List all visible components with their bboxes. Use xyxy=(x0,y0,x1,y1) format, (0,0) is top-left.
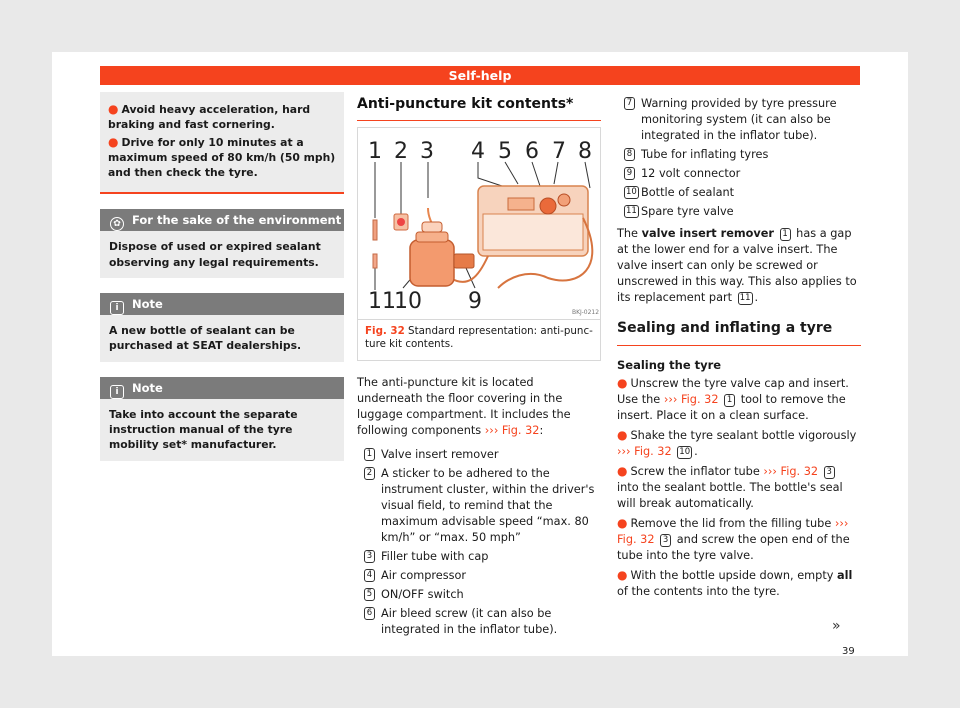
bullet-icon: ● xyxy=(617,428,628,442)
section-heading: Anti-puncture kit contents* xyxy=(357,96,601,121)
list-item: ● With the bottle upside down, empty all of the contents into the tyre. xyxy=(617,568,853,598)
section-heading: Sealing and inflating a tyre xyxy=(617,320,861,346)
note-header: i Note xyxy=(100,293,344,315)
bullet-icon: ● xyxy=(617,376,628,390)
number-badge: 5 xyxy=(364,588,375,601)
components-list-continued xyxy=(617,96,861,220)
bullet-icon: ● xyxy=(617,568,628,582)
subheading: Sealing the tyre xyxy=(617,358,722,372)
callout-7: 7 xyxy=(552,139,566,164)
info-icon: i xyxy=(110,301,124,315)
intro-paragraph: The anti-puncture kit is located underneath the floor covering in the luggage compartment. It includes the following components ››› Fig. 32: xyxy=(357,376,571,437)
list-item: 11 Spare tyre valve xyxy=(626,205,734,218)
continue-marker-icon: » xyxy=(832,618,841,634)
figure-link[interactable]: ››› Fig. 32 xyxy=(663,393,719,406)
list-item: ● Remove the lid from the filling tube ››› Fig. 32 3 and screw the open end of the tube into the tyre valve. xyxy=(617,516,850,562)
list-item: ● Drive for only 10 minutes at a maximum speed of 80 km/h (50 mph) and then check the tyre. xyxy=(108,134,336,180)
number-badge: 4 xyxy=(364,569,375,582)
warning-box xyxy=(100,92,344,194)
figure-link[interactable]: ››› Fig. 32 xyxy=(763,465,819,478)
number-badge: 8 xyxy=(624,148,635,161)
figure-link[interactable]: ››› Fig. 32 xyxy=(617,445,672,458)
note-box xyxy=(100,293,344,362)
figure-label: Fig. 32 xyxy=(365,325,405,337)
list-item: ● Screw the inflator tube ››› Fig. 32 3 into the sealant bottle. The bottle's seal will break automatically. xyxy=(617,464,843,510)
list-item: ● Unscrew the tyre valve cap and insert. Use the ››› Fig. 32 1 tool to remove the insert. Place it on a clean surface. xyxy=(617,376,849,422)
callout-11: 11 xyxy=(368,289,396,314)
environment-box xyxy=(100,209,344,278)
note-text: Take into account the separate instruction manual of the tyre mobility set* manufacturer. xyxy=(109,407,298,452)
number-badge: 1 xyxy=(364,448,375,461)
middle-column xyxy=(357,96,601,641)
list-item: 8 Tube for inflating tyres xyxy=(617,147,861,163)
list-item: 10 Bottle of sealant xyxy=(626,186,735,199)
environment-icon: ✿ xyxy=(110,217,124,231)
info-icon: i xyxy=(110,385,124,399)
list-item: 9 12 volt connector xyxy=(617,166,861,182)
number-badge: 3 xyxy=(364,550,375,563)
number-badge: 11 xyxy=(739,293,751,303)
figure xyxy=(357,127,601,361)
number-badge: 6 xyxy=(364,607,375,620)
callout-3: 3 xyxy=(420,139,434,164)
callout-4: 4 xyxy=(471,139,485,164)
bullet-icon: ● xyxy=(617,516,628,530)
callout-9: 9 xyxy=(468,289,482,314)
callout-5: 5 xyxy=(498,139,512,164)
number-badge: 1 xyxy=(724,394,735,407)
environment-text: Dispose of used or expired sealant observing any legal requirements. xyxy=(109,240,321,269)
right-column xyxy=(617,96,861,603)
figure-code: BKJ-0212 xyxy=(572,309,600,316)
list-item: 3 Filler tube with cap xyxy=(357,549,601,565)
sealing-steps xyxy=(617,375,861,600)
callout-6: 6 xyxy=(525,139,539,164)
number-badge: 3 xyxy=(824,466,835,479)
note-header: i Note xyxy=(100,377,344,399)
environment-header: ✿ For the sake of the environment xyxy=(100,209,344,231)
figure-link[interactable]: ››› Fig. 32 xyxy=(617,517,849,546)
kit-illustration xyxy=(358,128,600,320)
number-badge: 1 xyxy=(780,228,791,241)
bullet-icon: ● xyxy=(108,102,119,116)
note-box xyxy=(100,377,344,461)
page-header: Self-help xyxy=(100,66,860,85)
number-badge: 10 xyxy=(679,447,691,457)
left-column xyxy=(100,92,344,476)
number-badge: 7 xyxy=(624,97,635,110)
list-item: 5 ON/OFF switch xyxy=(357,587,601,603)
callout-1: 1 xyxy=(368,139,382,164)
figure-caption xyxy=(358,320,600,360)
figure-caption-text: Standard representation: anti-puncture kit contents. xyxy=(365,325,593,350)
list-item: ● Shake the tyre sealant bottle vigorously ››› Fig. 32 10 . xyxy=(617,428,857,458)
list-item: 4 Air compressor xyxy=(357,568,601,584)
valve-paragraph: The valve insert remover 1 has a gap at the lower end for a valve insert. The valve insert can only be screwed or unscrewed in this way. This also applies to its replacement part 11 . xyxy=(617,227,857,304)
list-item: 7 Warning provided by tyre pressure monitoring system (it can also be integrated in the inflator tube). xyxy=(617,96,861,144)
list-item: ● Avoid heavy acceleration, hard braking and fast cornering. xyxy=(108,102,311,132)
components-list xyxy=(357,447,601,638)
number-badge: 10 xyxy=(626,187,637,197)
list-item: 6 Air bleed screw (it can also be integrated in the inflator tube). xyxy=(357,606,601,638)
number-badge: 3 xyxy=(660,534,671,547)
number-badge: 11 xyxy=(626,206,637,216)
number-badge: 2 xyxy=(364,467,375,480)
kit-illustration-svg xyxy=(358,128,600,320)
page-number: 39 xyxy=(842,646,855,657)
list-item: 2 A sticker to be adhered to the instrument cluster, within the driver's visual field, to remind that the maximum advisable speed “max. 80 km/h” or “max. 50 mph” xyxy=(357,466,601,546)
list-item: 1 Valve insert remover xyxy=(357,447,601,463)
callout-8: 8 xyxy=(578,139,592,164)
note-text: A new bottle of sealant can be purchased at SEAT dealerships. xyxy=(109,324,302,353)
callout-2: 2 xyxy=(394,139,408,164)
figure-link[interactable]: ››› Fig. 32 xyxy=(484,424,540,437)
bullet-icon: ● xyxy=(108,134,119,149)
callout-10: 10 xyxy=(394,289,422,314)
warning-list xyxy=(108,102,336,180)
bullet-icon: ● xyxy=(617,464,628,478)
number-badge: 9 xyxy=(624,167,635,180)
